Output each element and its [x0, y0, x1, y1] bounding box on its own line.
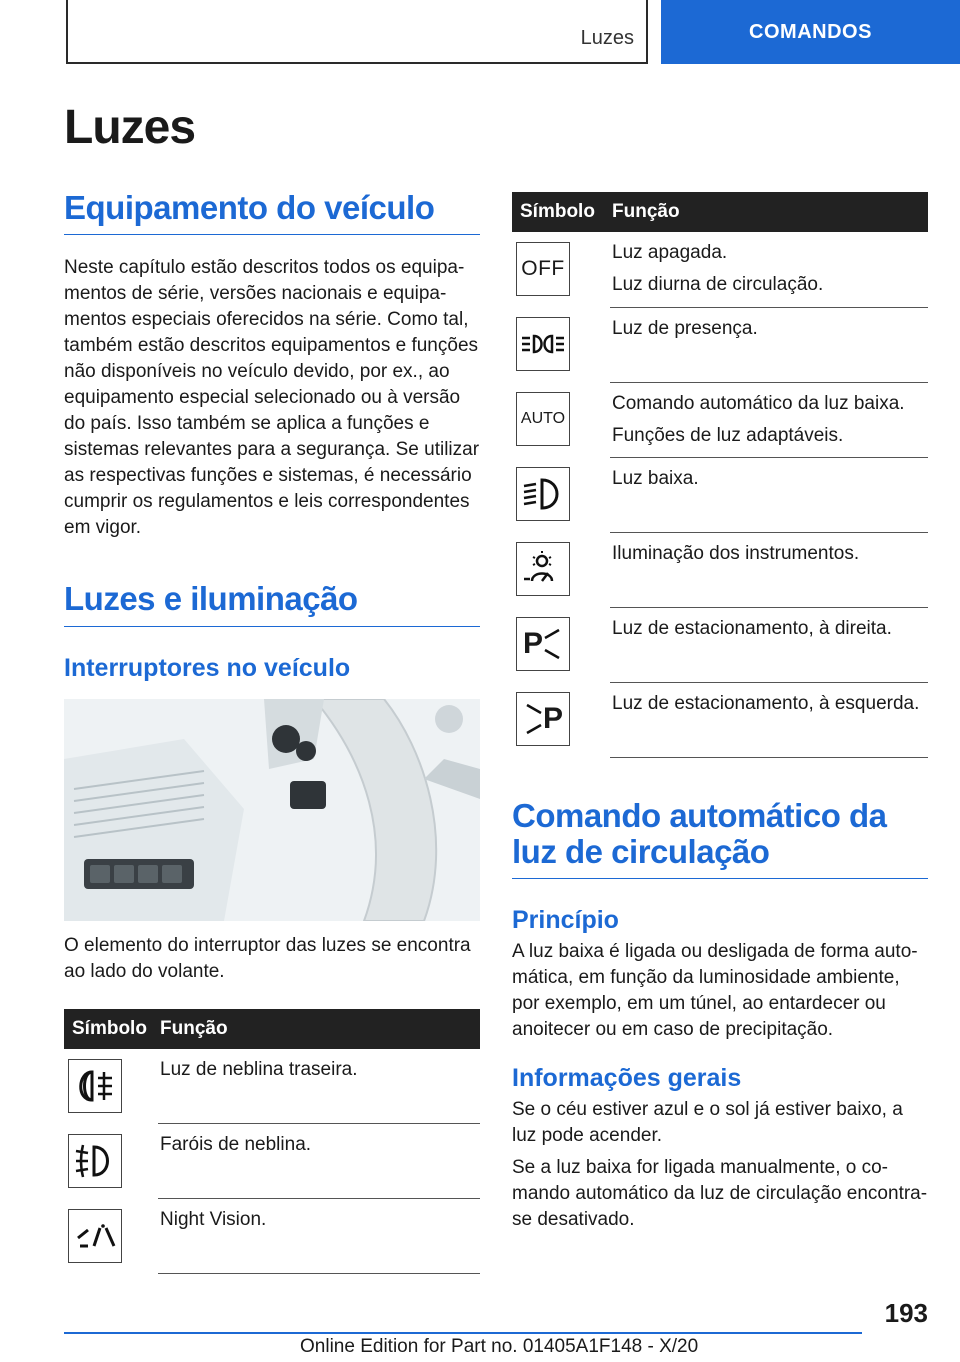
dashboard-photo	[64, 699, 480, 921]
left-col-symbol: Símbolo	[64, 1009, 158, 1049]
row-function-text: Night Vision.	[160, 1209, 267, 1231]
off-icon: OFF	[516, 242, 570, 296]
table-row	[512, 457, 928, 532]
right-column	[512, 192, 928, 1233]
row-function-text: Luz de presença.	[612, 317, 758, 339]
header-chapter-tab[interactable]	[661, 0, 960, 64]
parking-lights-icon	[516, 317, 570, 371]
header-chapter-label: COMANDOS	[749, 20, 872, 43]
footer-edition: Online Edition for Part no. 01405A1F148 - X/20	[300, 1336, 699, 1357]
parking-light-left-icon: P	[516, 692, 570, 746]
right-col-symbol: Símbolo	[512, 192, 610, 232]
row-function-text: Luz baixa.	[612, 467, 699, 489]
dashboard-illustration	[64, 699, 480, 921]
equipment-text: Neste capítulo estão descritos todos os equipamentos de série, versões nacionais e equipamentos especiais oferecidos na série. Como tal, também estão descritos equipamentos e funções não disponíveis no veículo devido, por ex., ao equipamento especial selecionado ou à versão do país. Isso também se aplica a funções e sistemas relevantes para a segurança. Se utilizar as respectivas funções e sistemas, é necessário cumprir os regulamentos e leis correspondentes em vigor.	[64, 257, 480, 539]
row-function-text: Iluminação dos instrumentos.	[612, 542, 860, 564]
info-heading: Informações gerais	[512, 1064, 742, 1093]
front-fog-light-icon	[68, 1134, 122, 1188]
row-function-text: Luz de estacionamento, à direita.	[612, 617, 892, 639]
table-row	[512, 382, 928, 457]
row-function-text: Funções de luz adaptáveis.	[612, 424, 844, 446]
footer-divider	[64, 1332, 862, 1334]
night-vision-icon	[68, 1209, 122, 1263]
row-function-text: Luz de estacionamento, à esquerda.	[612, 692, 920, 714]
principle-text: A luz baixa é ligada ou desligada de forma automática, em função da luminosidade ambiente, por exemplo, em um túnel, ao entardecer ou anoitecer ou em caso de precipitação.	[512, 941, 918, 1041]
page-title: Luzes	[64, 101, 196, 154]
instrument-lighting-icon	[516, 542, 570, 596]
rear-fog-light-icon	[68, 1059, 122, 1113]
row-function-text: Comando automático da luz baixa.	[612, 392, 905, 414]
info-text-1: Se o céu estiver azul e o sol já estiver baixo, a luz pode acender.	[512, 1099, 903, 1147]
info-text-2: Se a luz baixa for ligada manualmente, o comando automático da luz de circulação encontra-se desativado.	[512, 1157, 928, 1231]
row-function-text: Faróis de neblina.	[160, 1134, 312, 1156]
left-column	[64, 190, 480, 1274]
left-symbol-table	[64, 1009, 480, 1275]
equipment-heading: Equipamento do veículo	[64, 190, 480, 235]
row-function-text: Luz apagada.	[612, 242, 728, 263]
table-row	[64, 1049, 480, 1124]
right-symbol-table	[512, 192, 928, 758]
low-beam-icon	[516, 467, 570, 521]
parking-light-right-icon: P	[516, 617, 570, 671]
table-row	[512, 232, 928, 307]
table-row	[64, 1199, 480, 1274]
lights-heading: Luzes e iluminação	[64, 581, 480, 626]
table-row	[512, 607, 928, 682]
row-function-text: Luz diurna de circulação.	[612, 274, 824, 295]
switches-text: O elemento do interruptor das luzes se encontra ao lado do volante.	[64, 934, 471, 982]
header-section-title: Luzes	[580, 27, 634, 49]
auto-driving-light-heading: Comando automático da luz de circulação	[512, 798, 928, 880]
table-row	[512, 307, 928, 382]
row-function-text: Luz de neblina traseira.	[160, 1058, 358, 1080]
header-section-box	[66, 0, 648, 64]
table-row	[64, 1124, 480, 1199]
left-col-function: Função	[158, 1009, 480, 1049]
page-number: 193	[884, 1298, 928, 1328]
table-row	[512, 532, 928, 607]
switches-heading: Interruptores no veículo	[64, 653, 351, 682]
principle-heading: Princípio	[512, 906, 619, 935]
auto-icon: AUTO	[516, 392, 570, 446]
table-row	[512, 682, 928, 757]
right-col-function: Função	[610, 192, 928, 232]
